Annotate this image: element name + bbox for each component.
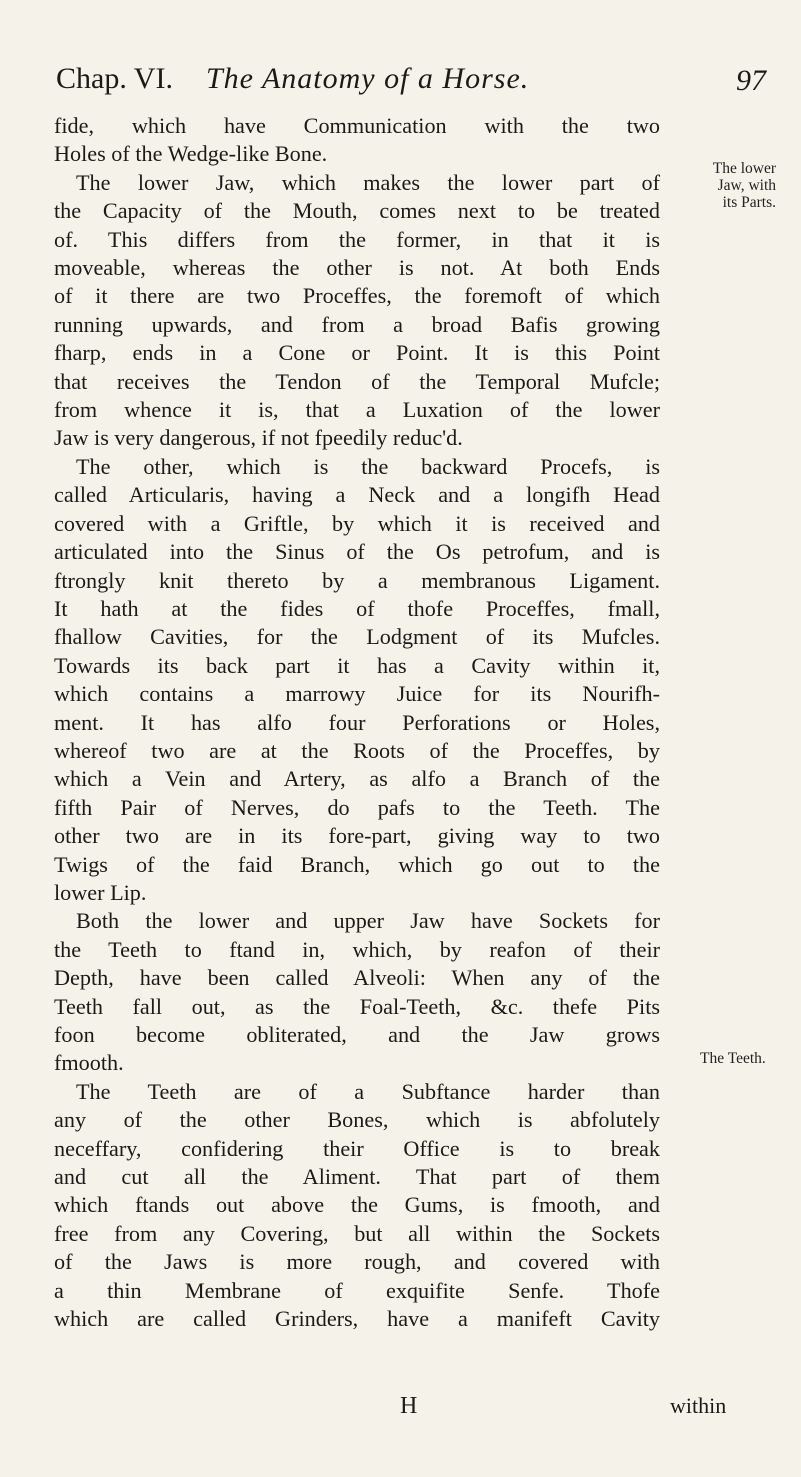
text-line: articulated into the Sinus of the Os petrofum, and is (54, 539, 660, 565)
text-line: any of the other Bones, which is abfolutely (54, 1107, 660, 1133)
text-line: a thin Membrane of exquifite Senfe. Thofe (54, 1277, 660, 1303)
text-line: the Teeth to ftand in, which, by reafon of their (54, 936, 660, 962)
text-line: of it there are two Proceffes, the foremoft of which (54, 283, 660, 309)
chapter-label: Chap. VI. (56, 62, 173, 95)
text-line: fide, which have Communication with the two (54, 113, 660, 138)
text-line: fmooth. (54, 1050, 124, 1076)
margin-note-line: The lower (712, 160, 776, 177)
running-header (56, 62, 766, 110)
text-line: fhallow Cavities, for the Lodgment of its Mufcles. (54, 624, 660, 650)
text-line: from whence it is, that a Luxation of the lower (54, 397, 660, 423)
text-line: Both the lower and upper Jaw have Sockets for (76, 908, 660, 934)
text-line: Towards its back part it has a Cavity within it, (54, 652, 660, 678)
text-line: ftrongly knit thereto by a membranous Ligament. (54, 567, 660, 593)
text-line: foon become obliterated, and the Jaw grows (54, 1022, 660, 1047)
text-line: fifth Pair of Nerves, do pafs to the Teeth. The (54, 794, 660, 820)
text-line: ment. It has alfo four Perforations or Holes, (54, 709, 660, 735)
page-number: 97 (736, 64, 766, 97)
text-line: running upwards, and from a broad Bafis growing (54, 311, 660, 337)
text-line: other two are in its fore-part, giving way to two (54, 823, 660, 849)
text-line: The lower Jaw, which makes the lower part of (76, 169, 660, 195)
text-line: of. This differs from the former, in that it is (54, 226, 660, 252)
signature-mark: H (400, 1393, 418, 1419)
text-line: The other, which is the backward Procefs, is (76, 453, 660, 479)
text-line: Depth, have been called Alveoli: When any of the (54, 965, 660, 991)
margin-note-line: its Parts. (722, 194, 776, 211)
text-line: Teeth fall out, as the Foal-Teeth, &c. thefe Pits (54, 993, 660, 1019)
text-line: fharp, ends in a Cone or Point. It is this Point (54, 340, 660, 366)
text-line: Holes of the Wedge-like Bone. (54, 141, 328, 167)
text-line: the Capacity of the Mouth, comes next to be treated (54, 198, 660, 224)
text-line: which contains a marrowy Juice for its Nourifh- (54, 681, 660, 707)
margin-note-line: The Teeth. (700, 1050, 766, 1067)
text-line: which a Vein and Artery, as alfo a Branch of the (54, 766, 660, 792)
margin-note-lower-jaw (676, 160, 776, 211)
text-line: Jaw is very dangerous, if not fpeedily reduc'd. (54, 425, 463, 451)
text-line: covered with a Griftle, by which it is received and (54, 510, 660, 536)
text-line: neceffary, confidering their Office is to break (54, 1135, 660, 1161)
text-line: moveable, whereas the other is not. At both Ends (54, 255, 660, 281)
text-line: which are called Grinders, have a manifeft Cavity (54, 1306, 660, 1332)
text-line: which ftands out above the Gums, is fmooth, and (54, 1192, 660, 1218)
running-title: The Anatomy of a Horse. (206, 62, 530, 95)
body-text (54, 112, 660, 1333)
text-line: The Teeth are of a Subftance harder than (76, 1078, 660, 1104)
text-line: and cut all the Aliment. That part of them (54, 1164, 660, 1190)
text-line: lower Lip. (54, 879, 147, 905)
text-line: called Articularis, having a Neck and a longifh Head (54, 482, 660, 508)
margin-note-line: Jaw, with (717, 177, 776, 194)
text-line: whereof two are at the Roots of the Proceffes, by (54, 737, 660, 763)
text-line: free from any Covering, but all within the Sockets (54, 1220, 660, 1246)
text-line: Twigs of the faid Branch, which go out to the (54, 851, 660, 877)
text-line: of the Jaws is more rough, and covered with (54, 1249, 660, 1275)
text-line: It hath at the fides of thofe Proceffes, fmall, (54, 595, 660, 621)
text-line: that receives the Tendon of the Temporal Mufcle; (54, 368, 660, 394)
catchword: within (670, 1393, 727, 1418)
margin-note-teeth (700, 1050, 766, 1067)
